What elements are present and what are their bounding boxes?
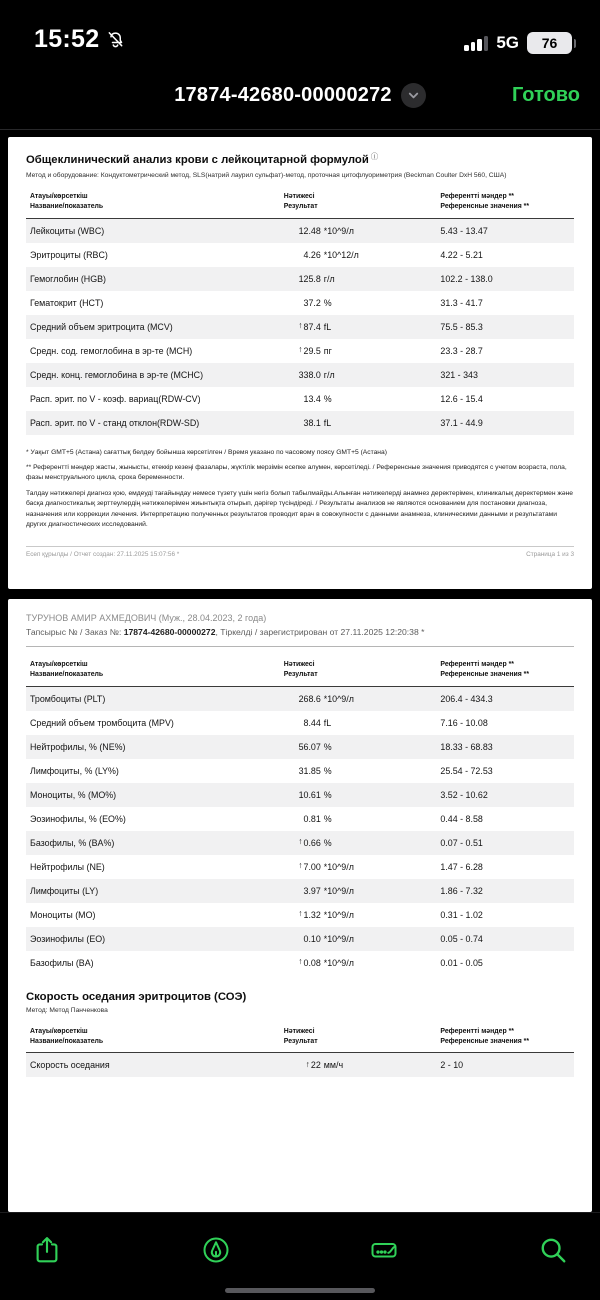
col-header-result-ru: Результат [283, 1038, 318, 1046]
reference-range: 0.05 - 0.74 [440, 933, 483, 944]
page-footer [26, 546, 574, 558]
col-header-result-kk: Нәтижесі [283, 661, 315, 668]
report-page-1 [8, 137, 592, 589]
high-value-arrow-icon: ↑ [298, 860, 303, 871]
table-row [26, 879, 574, 903]
result-unit: пг [323, 345, 332, 356]
col-header-ref-ru: Референсные значения ** [440, 203, 530, 211]
home-indicator[interactable] [225, 1288, 375, 1293]
table-row [26, 267, 574, 291]
analyte-name: Моноциты (MO) [30, 909, 96, 920]
reference-range: 18.33 - 68.83 [440, 741, 493, 752]
markup-button[interactable] [199, 1233, 233, 1267]
result-unit: *10^9/л [323, 933, 354, 944]
result-value: 268.6 [298, 693, 321, 704]
analyte-name: Нейтрофилы, % (NE%) [30, 741, 126, 752]
col-header-name-ru: Название/показатель [30, 203, 104, 211]
result-cell [284, 250, 441, 260]
battery-nub [574, 39, 577, 48]
method-line: Метод и оборудование: Кондуктометрический метод, SLS(натрий лаурил сульфат)-метод, проточная цитофлуориметрия (Beckman Coulter DxH 560, США) [26, 172, 507, 179]
table-row [26, 759, 574, 783]
result-cell [284, 814, 441, 824]
result-value: 125.8 [298, 273, 321, 284]
result-unit: мм/ч [323, 1060, 344, 1071]
result-cell [284, 346, 441, 356]
network-type-label: 5G [496, 33, 519, 52]
reference-range: 1.47 - 6.28 [440, 861, 483, 872]
result-value: 56.07 [298, 741, 321, 752]
title-menu-button[interactable] [401, 83, 426, 108]
result-cell [284, 862, 441, 872]
result-unit: fL [323, 717, 332, 728]
analyte-name: Средн. сод. гемоглобина в эр-те (MCH) [30, 345, 193, 356]
analyte-name: Гематокрит (HCT) [30, 297, 104, 308]
result-value: 338.0 [298, 369, 321, 380]
analyte-name: Нейтрофилы (NE) [30, 861, 105, 872]
search-button[interactable] [536, 1233, 570, 1267]
reference-range: 5.43 - 13.47 [440, 225, 488, 236]
result-unit: % [323, 765, 332, 776]
table-row [26, 363, 574, 387]
result-value: ↑0.08 [298, 956, 321, 968]
col-header-name-kk: Атауы/көрсеткіш [30, 1027, 88, 1035]
col-header-result-kk: Нәтижесі [283, 1027, 315, 1035]
table-row [26, 1053, 574, 1077]
cellular-signal-icon [464, 36, 488, 51]
patient-name-line: ТУРУНОВ АМИР АХМЕДОВИЧ (Муж., 28.04.2023, 2 года) [26, 613, 267, 623]
reference-range: 102.2 - 138.0 [440, 273, 493, 284]
result-cell [284, 370, 441, 380]
result-cell [284, 790, 441, 800]
nav-bar [0, 62, 600, 130]
result-unit: % [323, 297, 332, 308]
analyte-name: Моноциты, % (MO%) [30, 789, 117, 800]
table-row [26, 315, 574, 339]
high-value-arrow-icon: ↑ [305, 1058, 310, 1069]
order-number: 17874-42680-00000272 [123, 627, 216, 637]
col-header-ref-kk: Референтті мәндер ** [440, 1027, 514, 1035]
col-header-ref-ru: Референсные значения ** [440, 1038, 530, 1046]
analyte-name: Эозинофилы, % (EO%) [30, 813, 126, 824]
reference-range: 1.86 - 7.32 [440, 885, 483, 896]
reference-range: 3.52 - 10.62 [440, 789, 488, 800]
result-unit: fL [323, 417, 332, 428]
footnotes [26, 448, 574, 531]
result-cell [284, 718, 441, 728]
result-unit: *10^9/л [323, 957, 354, 968]
result-cell [284, 910, 441, 920]
result-unit: % [323, 813, 332, 824]
result-unit: % [323, 741, 332, 752]
table-row [26, 903, 574, 927]
table-row [26, 411, 574, 435]
result-unit: г/л [323, 369, 335, 380]
result-value: 31.85 [298, 765, 321, 776]
result-unit: % [323, 837, 332, 848]
reference-range: 37.1 - 44.9 [440, 417, 483, 428]
search-icon [538, 1235, 568, 1265]
result-cell [284, 274, 441, 284]
result-unit: % [323, 393, 332, 404]
result-unit: *10^9/л [323, 909, 354, 920]
fill-form-button[interactable] [367, 1233, 401, 1267]
result-value: ↑22 [305, 1058, 321, 1071]
col-header-ref-kk: Референтті мәндер ** [440, 193, 514, 200]
table-row [26, 735, 574, 759]
table-header [26, 188, 574, 219]
reference-range: 0.01 - 0.05 [440, 957, 483, 968]
high-value-arrow-icon: ↑ [298, 836, 303, 847]
table-row [26, 927, 574, 951]
analyte-name: Скорость оседания [30, 1060, 110, 1071]
chevron-down-icon [407, 89, 420, 102]
result-unit: *10^9/л [323, 885, 354, 896]
table-header [26, 656, 574, 687]
table-row [26, 951, 574, 975]
result-cell [284, 958, 441, 968]
footnote-time: * Уақыт GMT+5 (Астана) сағаттық белдеу бойынша көрсетілген / Время указано по часовому поясу GMT+5 (Астана) [26, 448, 387, 456]
reference-range: 0.31 - 1.02 [440, 909, 483, 920]
results-table-1 [26, 188, 574, 435]
table-row [26, 711, 574, 735]
report-created-label: Есеп құрылды / Отчет создан: 27.11.2025 15:07:56 * [26, 551, 180, 559]
high-value-arrow-icon: ↑ [298, 956, 303, 967]
col-header-name-kk: Атауы/көрсеткіш [30, 193, 88, 200]
result-cell [284, 934, 441, 944]
result-unit: % [323, 789, 332, 800]
result-value: 37.2 [303, 297, 321, 308]
result-value: 13.4 [303, 393, 321, 404]
report-page-2 [8, 599, 592, 1212]
bottom-toolbar [0, 1212, 600, 1300]
info-icon: ⓘ [370, 152, 379, 161]
col-header-ref-kk: Референтті мәндер ** [440, 661, 514, 668]
high-value-arrow-icon: ↑ [298, 320, 303, 331]
battery-percent: 76 [527, 32, 572, 54]
reference-range: 2 - 10 [440, 1060, 464, 1071]
table-header [26, 1023, 574, 1054]
analyte-name: Расп. эрит. по V - коэф. вариац(RDW-CV) [30, 393, 201, 404]
battery-indicator [527, 32, 576, 54]
signature-form-icon [369, 1235, 399, 1265]
document-viewer[interactable] [0, 130, 600, 1212]
table-row [26, 387, 574, 411]
analyte-name: Эритроциты (RBC) [30, 249, 108, 260]
table-row [26, 783, 574, 807]
result-cell [284, 298, 441, 308]
result-cell [284, 838, 441, 848]
page-number-label: Страница 1 из 3 [526, 551, 574, 559]
result-cell [284, 694, 441, 704]
result-cell [284, 1060, 441, 1070]
table-row [26, 687, 574, 711]
report-title [26, 151, 574, 166]
analyte-name: Средний объем тромбоцита (MPV) [30, 717, 174, 728]
result-cell [284, 886, 441, 896]
result-value: ↑29.5 [298, 344, 321, 356]
document-title[interactable]: 17874-42680-00000272 [174, 84, 392, 106]
divider [26, 646, 574, 647]
clock: 15:52 [34, 25, 100, 53]
table-row [26, 291, 574, 315]
notifications-muted-icon [106, 30, 125, 49]
reference-range: 75.5 - 85.3 [440, 321, 483, 332]
reference-range: 25.54 - 72.53 [440, 765, 493, 776]
table-row [26, 243, 574, 267]
result-cell [284, 418, 441, 428]
reference-range: 206.4 - 434.3 [440, 693, 493, 704]
analyte-name: Лимфоциты, % (LY%) [30, 765, 119, 776]
result-unit: fL [323, 321, 332, 332]
analyte-name: Расп. эрит. по V - станд отклон(RDW-SD) [30, 417, 200, 428]
result-value: 8.44 [303, 717, 321, 728]
analyte-name: Средн. конц. гемоглобина в эр-те (MCHC) [30, 369, 204, 380]
soe-method-line: Метод: Метод Панченкова [26, 1006, 108, 1014]
table-row [26, 339, 574, 363]
share-icon [32, 1235, 62, 1265]
result-value: ↑7.00 [298, 860, 321, 872]
col-header-result-kk: Нәтижесі [283, 193, 315, 200]
order-suffix: , Тіркелді / зарегистрирован от 27.11.2025 12:20:38 * [215, 627, 425, 637]
reference-range: 23.3 - 28.7 [440, 345, 483, 356]
soe-section-title: Скорость оседания эритроцитов (СОЭ) [26, 990, 247, 1003]
result-value: 12.48 [298, 225, 321, 236]
result-cell [284, 742, 441, 752]
analyte-name: Тромбоциты (PLT) [30, 693, 106, 704]
result-cell [284, 322, 441, 332]
reference-range: 12.6 - 15.4 [440, 393, 483, 404]
table-body [26, 219, 574, 435]
footnote-reference: ** Референтті мәндер жасты, жынысты, етеккір кезеңі фазалары, жүктілік мерзімін есепке алумен, көрсетіледі. / Референсные значения приводятся с учетом возраста, пола, фазы менструального цикла, срока беременности. [26, 464, 567, 482]
report-title-text: Общеклинический анализ крови с лейкоцитарной формулой [26, 154, 369, 166]
reference-range: 0.07 - 0.51 [440, 837, 483, 848]
table-body [26, 687, 574, 975]
result-unit: г/л [323, 273, 335, 284]
order-number-line [26, 627, 574, 637]
analyte-name: Базофилы (BA) [30, 957, 94, 968]
table-row [26, 855, 574, 879]
result-cell [284, 226, 441, 236]
order-prefix: Тапсырыс № / Заказ №: [26, 627, 124, 637]
result-value: 38.1 [303, 417, 321, 428]
analyte-name: Средний объем эритроцита (MCV) [30, 321, 173, 332]
table-row [26, 807, 574, 831]
share-button[interactable] [30, 1233, 64, 1267]
high-value-arrow-icon: ↑ [298, 908, 303, 919]
analyte-name: Гемоглобин (HGB) [30, 273, 106, 284]
reference-range: 4.22 - 5.21 [440, 249, 483, 260]
result-unit: *10^9/л [323, 861, 354, 872]
result-cell [284, 394, 441, 404]
col-header-result-ru: Результат [283, 671, 318, 679]
result-cell [284, 766, 441, 776]
reference-range: 0.44 - 8.58 [440, 813, 483, 824]
result-unit: *10^12/л [323, 249, 359, 260]
col-header-name-ru: Название/показатель [30, 1038, 104, 1046]
result-value: 3.97 [303, 885, 321, 896]
analyte-name: Лимфоциты (LY) [30, 885, 99, 896]
result-value: 4.26 [303, 249, 321, 260]
table-row [26, 831, 574, 855]
results-table-2 [26, 656, 574, 975]
footnote-disclaimer: Талдау нәтижелері диагноз қою, емдеуді тағайындау немесе түзету үшін негіз болып табылмайды.Алынған нәтижелерді анамнез деректерімен, клиникалық деректермен және басқа диагностикалық зерттеулердің нәтижелерімен жиынтықта отырып, дәрігер түсіндіреді. / Результаты анализов не являются основанием для постановки диагноза, назначения или коррекции лечения. Интерпретацию полученных результатов проводит врач в совокупности с данными анамнеза, клиническими данными и результатами других диагностических исследований. [26, 489, 573, 528]
col-header-ref-ru: Референсные значения ** [440, 671, 530, 679]
document-title-group[interactable] [125, 83, 475, 108]
done-button[interactable]: Готово [511, 84, 580, 106]
result-value: ↑87.4 [298, 320, 321, 332]
col-header-name-ru: Название/показатель [30, 671, 104, 679]
col-header-result-ru: Результат [283, 203, 318, 211]
reference-range: 7.16 - 10.08 [440, 717, 488, 728]
analyte-name: Эозинофилы (EO) [30, 933, 106, 944]
high-value-arrow-icon: ↑ [298, 344, 303, 355]
result-unit: *10^9/л [323, 693, 354, 704]
result-value: 10.61 [298, 789, 321, 800]
result-value: ↑1.32 [298, 908, 321, 920]
result-value: ↑0.66 [298, 836, 321, 848]
markup-pen-icon [201, 1235, 231, 1265]
table-body [26, 1053, 574, 1077]
analyte-name: Лейкоциты (WBC) [30, 225, 105, 236]
reference-range: 31.3 - 41.7 [440, 297, 483, 308]
result-unit: *10^9/л [323, 225, 354, 236]
result-value: 0.81 [303, 813, 321, 824]
soe-table [26, 1023, 574, 1078]
reference-range: 321 - 343 [440, 369, 478, 380]
status-bar [0, 0, 600, 62]
table-row [26, 219, 574, 243]
result-value: 0.10 [303, 933, 321, 944]
col-header-name-kk: Атауы/көрсеткіш [30, 661, 88, 668]
analyte-name: Базофилы, % (BA%) [30, 837, 115, 848]
